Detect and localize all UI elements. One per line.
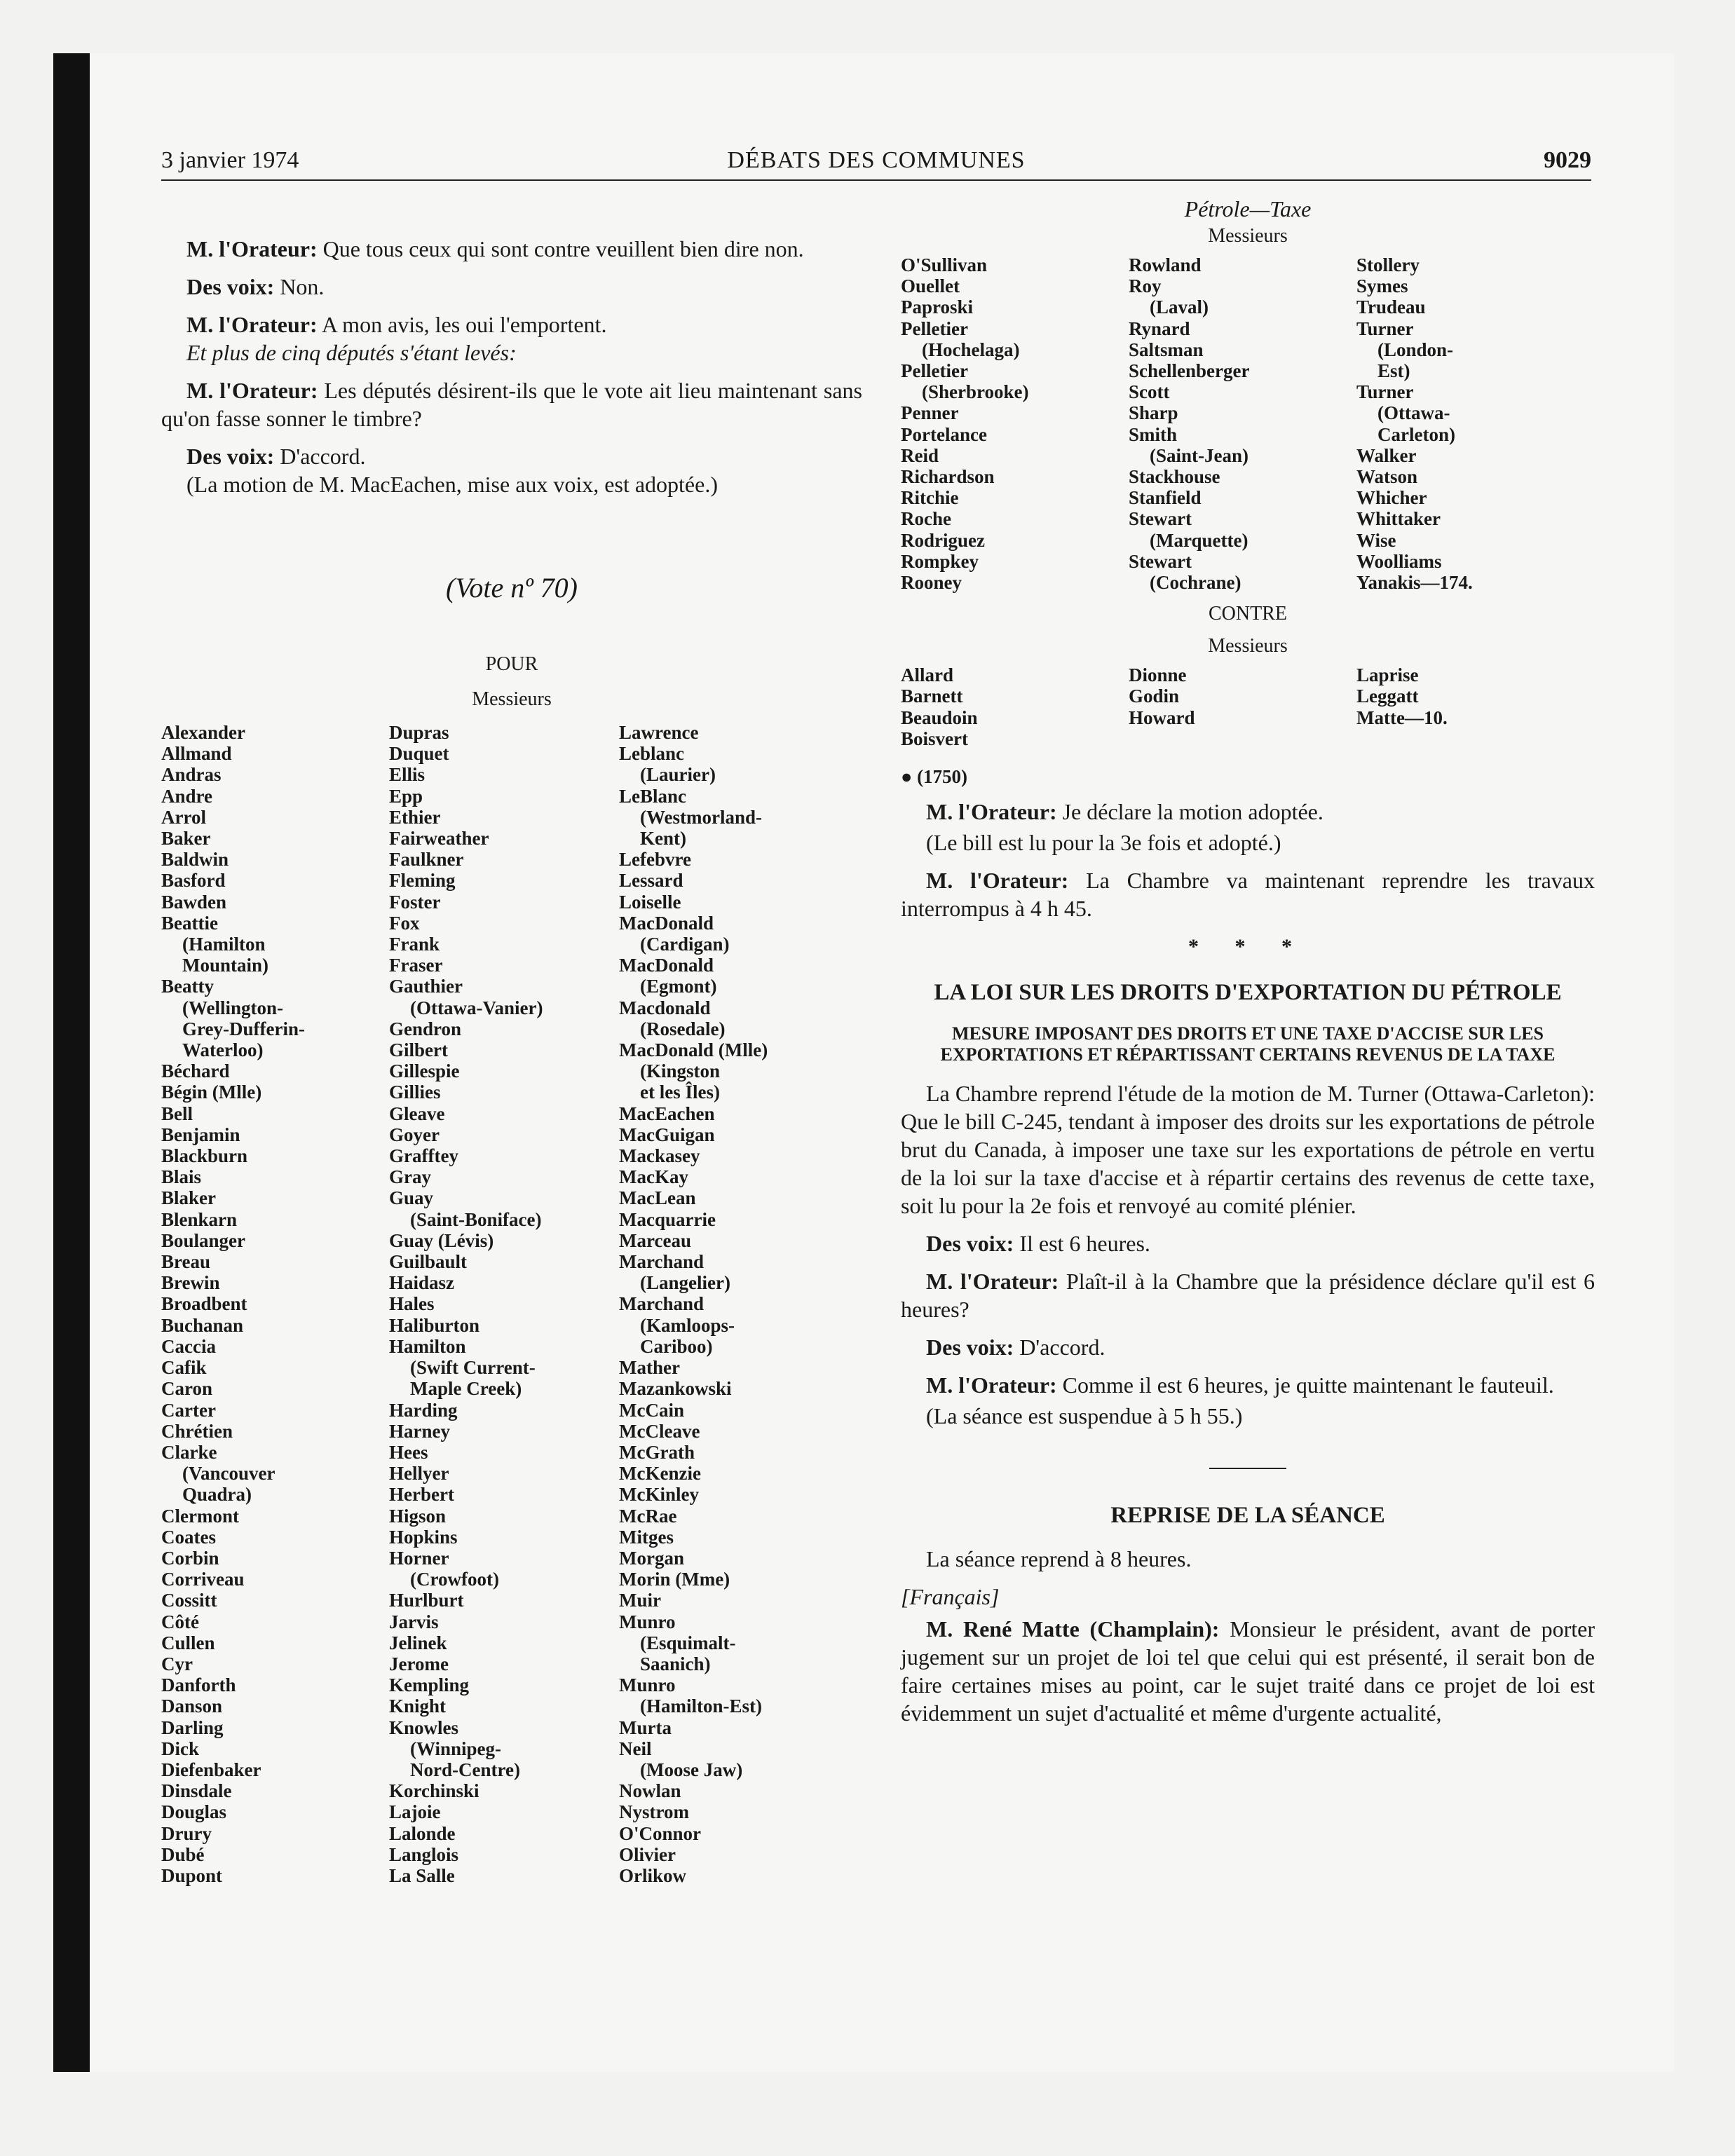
list-item: Beaudoin <box>901 707 978 728</box>
bullet-icon: ● <box>901 766 918 788</box>
list-item: McCain <box>619 1399 684 1421</box>
list-item: Diefenbaker <box>161 1759 261 1780</box>
list-item: Benjamin <box>161 1124 240 1145</box>
list-item: Coates <box>161 1526 216 1548</box>
list-item: (Laurier) <box>640 764 716 786</box>
list-item: Lajoie <box>389 1801 441 1823</box>
speaker: Des voix: <box>186 444 275 469</box>
speaker: M. l'Orateur: <box>186 312 318 337</box>
list-item: Pelletier <box>901 360 968 382</box>
scan-edge-bar <box>53 53 90 2072</box>
list-item: Grafftey <box>389 1145 458 1167</box>
list-item: Leggatt <box>1356 685 1419 707</box>
list-item: Stanfield <box>1129 487 1202 509</box>
list-item: Basford <box>161 870 226 892</box>
list-item: Harney <box>389 1420 450 1442</box>
contre-col-2 <box>1129 664 1356 749</box>
list-item: Danson <box>161 1696 223 1717</box>
list-item: Ethier <box>389 806 441 828</box>
list-item: Reid <box>901 444 939 466</box>
list-item: Dupras <box>389 722 449 743</box>
list-item: Higson <box>389 1505 447 1527</box>
list-item: Nystrom <box>619 1801 689 1823</box>
list-item: Goyer <box>389 1124 440 1145</box>
list-item: (Saint-Boniface) <box>410 1208 542 1230</box>
vote-title: (Vote nº 70) <box>446 572 578 603</box>
paragraph <box>901 1333 1595 1361</box>
list-item: MacDonald (Mlle) <box>619 1039 768 1061</box>
list-item: Olivier <box>619 1843 676 1865</box>
paragraph <box>901 798 1595 826</box>
list-item: Stackhouse <box>1129 466 1220 488</box>
list-item: McGrath <box>619 1441 695 1463</box>
list-item: Sharp <box>1129 402 1178 424</box>
list-item: Corbin <box>161 1547 219 1569</box>
list-item: Rodriguez <box>901 529 985 551</box>
speech: Plaît-il à la Chambre que la présidence déclare qu'il est 6 heures? <box>901 1269 1595 1323</box>
list-item: Lalonde <box>389 1822 456 1844</box>
petrole-names <box>901 254 1595 593</box>
speech: Monsieur le président, avant de porter jugement sur un projet de loi tel que celui qui est présenté, il serait bon de faire certaines mises au point, car le sujet traité dans ce projet de loi est évidemment un sujet d'actualité et même d'urgente actualité, <box>901 1616 1595 1726</box>
list-item: Richardson <box>901 466 995 488</box>
list-item: Béchard <box>161 1060 230 1082</box>
list-item: (Egmont) <box>640 976 717 997</box>
pour-col-3 <box>619 722 850 1886</box>
list-item: (Kamloops- <box>640 1314 735 1336</box>
list-item: Alexander <box>161 722 245 743</box>
list-item: Loiselle <box>619 891 681 913</box>
list-item: Bell <box>161 1103 193 1124</box>
list-item: Jarvis <box>389 1611 439 1632</box>
list-item: Fleming <box>389 870 456 892</box>
list-item: Est) <box>1377 360 1410 382</box>
list-item: Mackasey <box>619 1145 700 1167</box>
list-item: Bégin (Mlle) <box>161 1082 262 1103</box>
header-rule <box>161 179 1591 181</box>
speaker: Des voix: <box>926 1231 1014 1257</box>
list-item: Clermont <box>161 1505 239 1527</box>
list-item: Andras <box>161 764 222 786</box>
list-item: Morin (Mme) <box>619 1569 730 1590</box>
list-item: Fairweather <box>389 828 489 850</box>
speech: Non. <box>274 274 325 299</box>
list-item: Marceau <box>619 1229 691 1251</box>
speaker: M. l'Orateur: <box>186 236 318 261</box>
list-item: (Cochrane) <box>1150 572 1241 594</box>
list-item: Bawden <box>161 891 227 913</box>
paragraph <box>161 442 862 470</box>
speech: D'accord. <box>274 444 366 469</box>
list-item: Côté <box>161 1611 199 1632</box>
list-item: Baker <box>161 828 211 850</box>
right-column <box>901 196 1595 1737</box>
list-item: Gauthier <box>389 976 463 997</box>
speech: D'accord. <box>1014 1335 1105 1360</box>
list-item: (Vancouver <box>182 1463 275 1485</box>
list-item: Macquarrie <box>619 1208 716 1230</box>
list-item: McCleave <box>619 1420 700 1442</box>
list-item: Hamilton <box>389 1335 466 1357</box>
list-item: Guilbault <box>389 1251 468 1273</box>
list-item: Turner <box>1356 318 1414 339</box>
list-item: Ellis <box>389 764 426 786</box>
list-item: O'Sullivan <box>901 254 988 275</box>
list-item: Penner <box>901 402 959 424</box>
list-item: Beatty <box>161 976 214 997</box>
list-item: Howard <box>1129 707 1195 728</box>
section-stars: * * * <box>1188 935 1307 959</box>
section-heading: LA LOI SUR LES DROITS D'EXPORTATION DU PÉTROLE <box>934 980 1562 1006</box>
petrole-col-3 <box>1356 254 1567 593</box>
contre-col-1 <box>901 664 1129 749</box>
list-item: Kempling <box>389 1674 470 1696</box>
list-item: Epp <box>389 785 423 807</box>
list-item: Murta <box>619 1717 672 1738</box>
list-item: (Ottawa- <box>1377 402 1450 424</box>
list-item: (Winnipeg- <box>410 1738 502 1759</box>
list-item: Quadra) <box>182 1484 252 1506</box>
list-item: MacLean <box>619 1187 696 1209</box>
list-item: Arrol <box>161 806 206 828</box>
list-item: Saltsman <box>1129 339 1204 360</box>
paragraph <box>901 1615 1595 1727</box>
list-item: Rompkey <box>901 550 979 572</box>
list-item: Harding <box>389 1399 458 1421</box>
list-item: Portelance <box>901 423 987 445</box>
list-item: (Hamilton <box>182 934 266 955</box>
list-item: (Hamilton-Est) <box>640 1696 762 1717</box>
paragraph <box>161 311 862 339</box>
list-item: Buchanan <box>161 1314 244 1336</box>
list-item: Caccia <box>161 1335 216 1357</box>
list-item: Beattie <box>161 912 218 934</box>
header-title: DÉBATS DES COMMUNES <box>727 147 1026 173</box>
list-item: Douglas <box>161 1801 227 1823</box>
list-item: Munro <box>619 1611 676 1632</box>
list-item: Ouellet <box>901 275 960 297</box>
paragraph <box>901 866 1595 922</box>
list-item: Dubé <box>161 1843 205 1865</box>
list-item: Grey-Dufferin- <box>182 1018 305 1039</box>
paragraph <box>901 1229 1595 1257</box>
pour-col-1 <box>161 722 389 1886</box>
list-item: (Laval) <box>1150 296 1209 318</box>
speaker: M. l'Orateur: <box>926 868 1069 894</box>
list-item: (Sherbrooke) <box>922 381 1029 403</box>
speech: Comme il est 6 heures, je quitte maintenant le fauteuil. <box>1056 1372 1554 1398</box>
list-item: (Ottawa-Vanier) <box>410 997 543 1018</box>
list-item: Mountain) <box>182 955 269 976</box>
list-item: Dinsdale <box>161 1780 232 1802</box>
list-item: Blaker <box>161 1187 216 1209</box>
list-item: Broadbent <box>161 1293 247 1315</box>
list-item: Muir <box>619 1590 661 1611</box>
list-item: Stewart <box>1129 508 1192 530</box>
speaker: M. l'Orateur: <box>926 1269 1059 1295</box>
speech: Il est 6 heures. <box>1014 1231 1150 1257</box>
list-item: Leblanc <box>619 743 685 765</box>
list-item: Schellenberger <box>1129 360 1250 382</box>
stage-direction: Et plus de cinq députés s'étant levés: <box>186 340 517 365</box>
list-item: MacGuigan <box>619 1124 715 1145</box>
list-item: (Swift Current- <box>410 1357 536 1379</box>
list-item: Guay (Lévis) <box>389 1229 494 1251</box>
speech: A mon avis, les oui l'emportent. <box>317 312 607 337</box>
list-item: La Salle <box>389 1864 455 1886</box>
list-item: Guay <box>389 1187 434 1209</box>
list-item: Gendron <box>389 1018 462 1039</box>
list-item: Knowles <box>389 1717 459 1738</box>
list-item: Blenkarn <box>161 1208 238 1230</box>
speaker: Des voix: <box>926 1335 1014 1360</box>
list-item: Boisvert <box>901 728 968 749</box>
pour-label: POUR <box>485 653 538 675</box>
list-item: (Kingston <box>640 1060 721 1082</box>
list-item: Allmand <box>161 743 232 765</box>
list-item: (Westmorland- <box>640 806 762 828</box>
list-item: McKinley <box>619 1484 699 1506</box>
section-subheading: MESURE IMPOSANT DES DROITS ET UNE TAXE D'ACCISE SUR LES EXPORTATIONS ET RÉPARTISSANT CERTAINS REVENUS DE LA TAXE <box>940 1023 1556 1065</box>
list-item: (Langelier) <box>640 1272 730 1294</box>
list-item: Dupont <box>161 1864 223 1886</box>
list-item: Blackburn <box>161 1145 248 1167</box>
list-item: MacDonald <box>619 912 714 934</box>
paragraph: La Chambre reprend l'étude de la motion de M. Turner (Ottawa-Carleton): Que le bill C-245, tendant à imposer des droits sur les exportations de pétrole brut du Canada, à imposer une taxe sur les exportations de pétrole en vertu de la loi sur la taxe d'accise et à répartir certains des revenus de cette taxe, soit lu pour la 2e fois et renvoyé au comité plénier. <box>901 1081 1595 1219</box>
list-item: Matte—10. <box>1356 707 1448 728</box>
paragraph <box>901 1371 1595 1399</box>
speaker: M. René Matte (Champlain): <box>926 1616 1220 1642</box>
list-item: Drury <box>161 1822 212 1844</box>
list-item: Smith <box>1129 423 1178 445</box>
list-item: Wise <box>1356 529 1396 551</box>
list-item: Lessard <box>619 870 683 892</box>
timestamp: ● (1750) <box>901 766 968 788</box>
speech: Je déclare la motion adoptée. <box>1056 799 1324 825</box>
speaker: M. l'Orateur: <box>926 799 1057 825</box>
list-item: Marchand <box>619 1293 705 1315</box>
speaker: Des voix: <box>186 274 275 299</box>
list-item: Lefebvre <box>619 849 691 871</box>
list-item: Cyr <box>161 1653 193 1674</box>
list-item: Boulanger <box>161 1229 246 1251</box>
list-item: Hellyer <box>389 1463 449 1485</box>
contre-col-3 <box>1356 664 1567 749</box>
list-item: (London- <box>1377 339 1454 360</box>
list-item: Hees <box>389 1441 428 1463</box>
list-item: Knight <box>389 1696 447 1717</box>
list-item: Lawrence <box>619 722 699 743</box>
list-item: MacEachen <box>619 1103 715 1124</box>
paragraph <box>901 1267 1595 1323</box>
list-item: (Hochelaga) <box>922 339 1020 360</box>
list-item: Nowlan <box>619 1780 681 1802</box>
list-item: Turner <box>1356 381 1414 403</box>
list-item: Rynard <box>1129 318 1190 339</box>
list-item: MacDonald <box>619 955 714 976</box>
list-item: Gray <box>389 1166 431 1188</box>
list-item: et les Îles) <box>640 1082 720 1103</box>
speech: Les députés désirent-ils que le vote ait lieu maintenant sans qu'on fasse sonner le timbre? <box>161 378 862 431</box>
list-item: Foster <box>389 891 441 913</box>
list-item: Korchinski <box>389 1780 479 1802</box>
list-item: Danforth <box>161 1674 236 1696</box>
list-item: (Wellington- <box>182 997 284 1018</box>
list-item: Cullen <box>161 1632 215 1653</box>
list-item: Cafik <box>161 1357 207 1379</box>
list-item: Scott <box>1129 381 1170 403</box>
list-item: (Crowfoot) <box>410 1569 499 1590</box>
list-item: Roy <box>1129 275 1162 297</box>
messieurs-label: Messieurs <box>472 688 552 710</box>
list-item: Mather <box>619 1357 680 1379</box>
list-item: Neil <box>619 1738 652 1759</box>
list-item: Stewart <box>1129 550 1192 572</box>
list-item: Rowland <box>1129 254 1202 275</box>
reprise-heading: REPRISE DE LA SÉANCE <box>1110 1503 1385 1529</box>
list-item: McRae <box>619 1505 677 1527</box>
list-item: Orlikow <box>619 1864 687 1886</box>
list-item: Roche <box>901 508 951 530</box>
list-item: Carleton) <box>1377 423 1455 445</box>
list-item: Hales <box>389 1293 435 1315</box>
list-item: Herbert <box>389 1484 454 1506</box>
list-item: Waterloo) <box>182 1039 264 1061</box>
list-item: Gilbert <box>389 1039 448 1061</box>
list-item: Jelinek <box>389 1632 447 1653</box>
list-item: Baldwin <box>161 849 229 871</box>
paragraph <box>161 273 862 301</box>
left-column <box>161 235 862 1886</box>
paragraph <box>161 235 862 263</box>
motion-result: (La motion de M. MacEachen, mise aux voix, est adoptée.) <box>186 472 718 497</box>
pour-names <box>161 722 862 1886</box>
list-item: Morgan <box>619 1547 684 1569</box>
list-item: Symes <box>1356 275 1408 297</box>
petrole-col-1 <box>901 254 1129 593</box>
list-item: LeBlanc <box>619 785 687 807</box>
list-item: (Moose Jaw) <box>640 1759 743 1780</box>
list-item: Woolliams <box>1356 550 1442 572</box>
list-item: Blais <box>161 1166 202 1188</box>
paragraph <box>161 376 862 432</box>
list-item: Caron <box>161 1378 213 1400</box>
section-title: Pétrole—Taxe <box>1184 196 1312 221</box>
list-item: Frank <box>389 934 440 955</box>
list-item: Darling <box>161 1717 224 1738</box>
list-item: Stollery <box>1356 254 1420 275</box>
list-item: Allard <box>901 664 954 686</box>
language-marker: [Français] <box>901 1584 1000 1610</box>
petrole-col-2 <box>1129 254 1356 593</box>
list-item: Godin <box>1129 685 1180 707</box>
list-item: Walker <box>1356 444 1417 466</box>
list-item: Dick <box>161 1738 199 1759</box>
list-item: Langlois <box>389 1843 459 1865</box>
list-item: Fox <box>389 912 420 934</box>
list-item: Dionne <box>1129 664 1187 686</box>
list-item: Watson <box>1356 466 1418 488</box>
speech: Que tous ceux qui sont contre veuillent bien dire non. <box>317 236 804 261</box>
messieurs-label: Messieurs <box>1208 225 1288 247</box>
list-item: (Esquimalt- <box>640 1632 736 1653</box>
list-item: Haliburton <box>389 1314 480 1336</box>
list-item: Brewin <box>161 1272 220 1294</box>
list-item: Cariboo) <box>640 1335 713 1357</box>
contre-names <box>901 664 1595 749</box>
list-item: Gleave <box>389 1103 445 1124</box>
list-item: Munro <box>619 1674 676 1696</box>
list-item: Ritchie <box>901 487 959 509</box>
list-item: Chrétien <box>161 1420 233 1442</box>
header-page-number: 9029 <box>1544 147 1591 173</box>
list-item: Kent) <box>640 828 686 850</box>
list-item: Hopkins <box>389 1526 458 1548</box>
list-item: Cossitt <box>161 1590 217 1611</box>
list-item: MacKay <box>619 1166 688 1188</box>
list-item: Nord-Centre) <box>410 1759 520 1780</box>
list-item: Carter <box>161 1399 216 1421</box>
list-item: Trudeau <box>1356 296 1426 318</box>
list-item: Marchand <box>619 1251 705 1273</box>
list-item: Hurlburt <box>389 1590 464 1611</box>
list-item: McKenzie <box>619 1463 701 1485</box>
list-item: O'Connor <box>619 1822 702 1844</box>
speaker: M. l'Orateur: <box>926 1372 1057 1398</box>
list-item: (Cardigan) <box>640 934 730 955</box>
header-date: 3 janvier 1974 <box>161 147 299 173</box>
page-header <box>161 147 1591 182</box>
list-item: Mitges <box>619 1526 674 1548</box>
list-item: Breau <box>161 1251 211 1273</box>
list-item: Clarke <box>161 1441 217 1463</box>
list-item: Fraser <box>389 955 443 976</box>
list-item: (Marquette) <box>1150 529 1248 551</box>
list-item: Saanich) <box>640 1653 711 1674</box>
speech: La Chambre va maintenant reprendre les travaux interrompus à 4 h 45. <box>901 868 1595 922</box>
list-item: Faulkner <box>389 849 464 871</box>
list-item: Macdonald <box>619 997 711 1018</box>
list-item: Haidasz <box>389 1272 455 1294</box>
paragraph: La séance reprend à 8 heures. <box>926 1546 1192 1572</box>
list-item: Pelletier <box>901 318 968 339</box>
list-item: Corriveau <box>161 1569 245 1590</box>
list-item: Whicher <box>1356 487 1427 509</box>
list-item: Duquet <box>389 743 449 765</box>
list-item: Rooney <box>901 572 962 594</box>
list-item: Paproski <box>901 296 974 318</box>
list-item: Barnett <box>901 685 963 707</box>
contre-label: CONTRE <box>1209 603 1287 625</box>
paragraph: (Le bill est lu pour la 3e fois et adopté.) <box>926 830 1281 856</box>
list-item: Yanakis—174. <box>1356 572 1473 594</box>
speaker: M. l'Orateur: <box>186 378 318 403</box>
list-item: Gillespie <box>389 1060 460 1082</box>
list-item: Whittaker <box>1356 508 1441 530</box>
list-item: (Rosedale) <box>640 1018 726 1039</box>
messieurs-label: Messieurs <box>1208 635 1288 657</box>
pour-col-2 <box>389 722 619 1886</box>
list-item: Laprise <box>1356 664 1419 686</box>
paragraph: (La séance est suspendue à 5 h 55.) <box>926 1403 1243 1429</box>
list-item: Mazankowski <box>619 1378 732 1400</box>
list-item: Horner <box>389 1547 449 1569</box>
list-item: Jerome <box>389 1653 449 1674</box>
list-item: Gillies <box>389 1082 441 1103</box>
list-item: Maple Creek) <box>410 1378 522 1400</box>
list-item: Andre <box>161 785 213 807</box>
list-item: (Saint-Jean) <box>1150 444 1248 466</box>
